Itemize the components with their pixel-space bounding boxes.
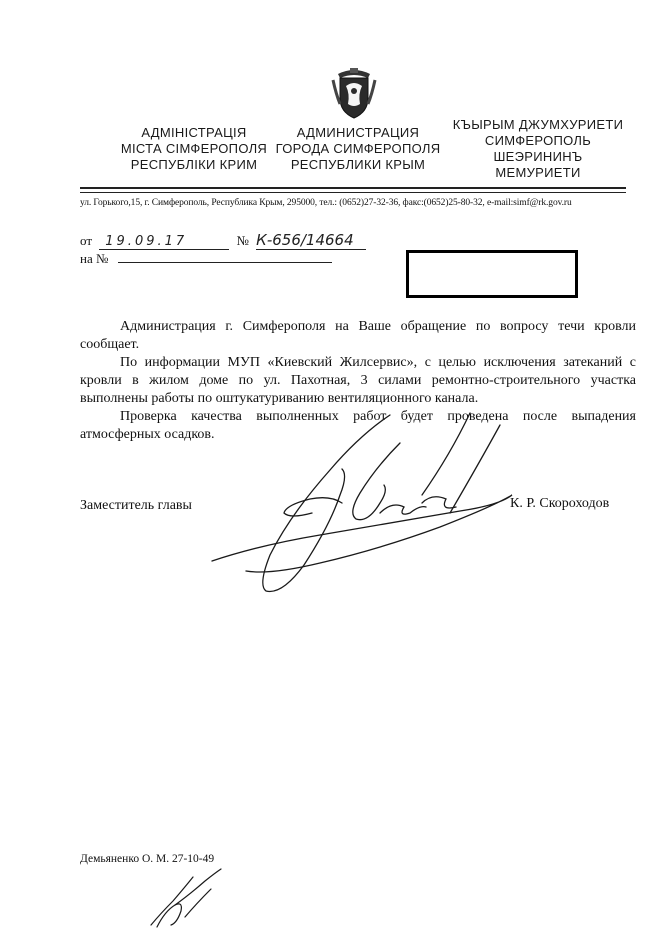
header-line: ШЕЭРИНИНЪ — [493, 149, 583, 164]
coat-of-arms-icon — [330, 64, 378, 120]
address-line: ул. Горького,15, г. Симферополь, Республика Крым, 295000, тел.: (0652)27-32-36, факс:(0652)25-80-32, e-mail:simf@rk.gov.ru — [80, 198, 572, 208]
header-line: МІСТА СІМФЕРОПОЛЯ — [120, 141, 268, 156]
header-line: КЪЫРЫМ ДЖУМХУРИЕТИ — [452, 117, 624, 132]
header-line: АДМИНИСТРАЦИЯ — [296, 125, 420, 140]
header-line: СИМФЕРОПОЛЬ — [484, 133, 592, 148]
handwritten-signature — [200, 395, 560, 625]
letter-date: 19.09.17 — [105, 234, 188, 249]
header-line: РЕСПУБЛИКИ КРЫМ — [290, 157, 426, 172]
body-paragraph: Проверка качества выполненных работ будет проведена после выпадения атмосферных осадков. — [80, 409, 636, 442]
header-line: АДМІНІСТРАЦІЯ — [141, 125, 247, 140]
signatory-name: К. Р. Скороходов — [510, 496, 610, 511]
header-rule-thin — [80, 192, 626, 193]
header-rule-thick — [80, 187, 626, 189]
body-paragraph: Администрация г. Симферополя на Ваше обращение по вопросу течи кровли сообщает. — [80, 319, 636, 352]
reference-row — [80, 248, 332, 267]
header-line: ГОРОДА СИМФЕРОПОЛЯ — [275, 141, 441, 156]
header-ukrainian — [104, 125, 284, 173]
header-russian — [268, 125, 448, 173]
body-paragraph: По информации МУП «Киевский Жилсервис», с целью исключения затеканий с кровли в жилом доме по ул. Пахотная, 3 силами ремонтно-строительного участка выполнены работы по оштукатуриванию вентиляционного канала. — [80, 355, 636, 406]
letter-number: К-656/14664 — [256, 231, 354, 249]
number-label: № — [236, 233, 249, 248]
from-label: от — [80, 233, 93, 248]
header-crimean-tatar — [448, 117, 628, 181]
header-line: РЕСПУБЛІКИ КРИМ — [130, 157, 258, 172]
executor-initials-signature — [145, 865, 225, 931]
signatory-position: Заместитель главы — [80, 498, 192, 513]
executor-line: Демьяненко О. М. 27-10-49 — [80, 853, 215, 865]
header-line: МЕМУРИЕТИ — [495, 165, 581, 180]
redacted-recipient-box — [406, 250, 578, 298]
reference-label: на № — [80, 251, 109, 266]
